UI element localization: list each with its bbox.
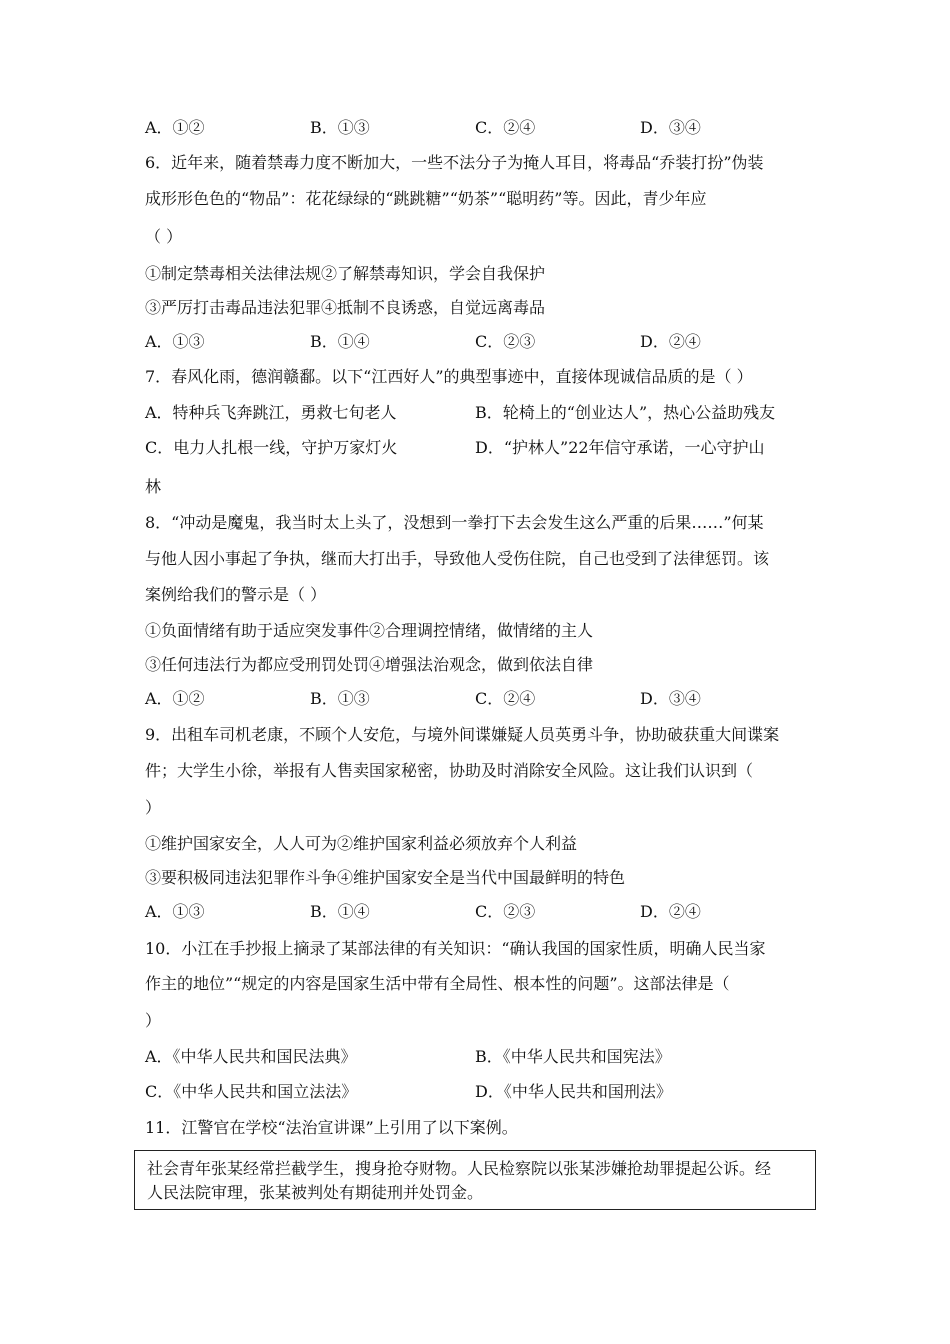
q10-option-d: D．《中华人民共和国刑法》 — [475, 1082, 672, 1101]
q10-option-b: B．《中华人民共和国宪法》 — [475, 1047, 671, 1066]
case-box-line: 社会青年张某经常拦截学生，搜身抢夺财物。人民检察院以张某涉嫌抢劫罪提起公诉。经 — [147, 1159, 772, 1178]
q8-option-c: C．②④ — [475, 689, 536, 708]
q7-option-a: A．特种兵飞奔跳江，勇救七旬老人 — [145, 403, 397, 422]
q9-stem-line: 件；大学生小徐，举报有人售卖国家秘密，协助及时消除安全风险。这让我们认识到（ — [145, 761, 754, 780]
q9-option-d: D．②④ — [640, 902, 701, 921]
q5-option-b: B．①③ — [310, 118, 370, 137]
q8-stem-line: 8．“冲动是魔鬼，我当时太上头了，没想到一拳打下去会发生这么严重的后果……”何某 — [145, 513, 764, 532]
q7-option-d-wrap: 林 — [145, 477, 162, 496]
q10-stem-line: 10．小江在手抄报上摘录了某部法律的有关知识：“确认我国的国家性质，明确人民当家 — [145, 939, 766, 958]
q6-stem-line: （ ） — [145, 227, 183, 246]
q8-option-d: D．③④ — [640, 689, 701, 708]
q5-option-c: C．②④ — [475, 118, 536, 137]
q6-stem-line: 成形形色色的“物品”：花花绿绿的“跳跳糖”“奶茶”“聪明药”等。因此，青少年应 — [145, 189, 707, 208]
q9-statement: ①维护国家安全，人人可为②维护国家利益必须放弃个人利益 — [145, 834, 578, 853]
q8-stem-line: 与他人因小事起了争执，继而大打出手，导致他人受伤住院，自己也受到了法律惩罚。该 — [145, 549, 770, 568]
q11-stem: 11．江警官在学校“法治宣讲课”上引用了以下案例。 — [145, 1118, 518, 1137]
q7-option-d: D．“护林人”22年信守承诺，一心守护山 — [475, 438, 765, 457]
q9-option-a: A．①③ — [145, 902, 205, 921]
q10-option-a: A．《中华人民共和国民法典》 — [145, 1047, 357, 1066]
q10-stem-line: 作主的地位”“规定的内容是国家生活中带有全局性、根本性的问题”。这部法律是（ — [145, 974, 730, 993]
q6-option-d: D．②④ — [640, 332, 701, 351]
q8-option-b: B．①③ — [310, 689, 370, 708]
q8-statement: ①负面情绪有助于适应突发事件②合理调控情绪，做情绪的主人 — [145, 621, 594, 640]
q10-stem-line: ） — [145, 1011, 162, 1030]
q9-stem-line: 9．出租车司机老康，不顾个人安危，与境外间谍嫌疑人员英勇斗争，协助破获重大间谍案 — [145, 725, 780, 744]
q6-stem-line: 6．近年来，随着禁毒力度不断加大，一些不法分子为掩人耳目，将毒品“乔装打扮”伪装 — [145, 153, 764, 172]
q6-option-a: A．①③ — [145, 332, 205, 351]
case-box — [134, 1150, 816, 1210]
q9-stem-line: ） — [145, 798, 162, 817]
q5-option-d: D．③④ — [640, 118, 701, 137]
q7-option-c: C．电力人扎根一线，守护万家灯火 — [145, 438, 398, 457]
q9-statement: ③要积极同违法犯罪作斗争④维护国家安全是当代中国最鲜明的特色 — [145, 868, 626, 887]
q7-stem: 7．春风化雨，德润赣鄱。以下“江西好人”的典型事迹中，直接体现诚信品质的是（ ） — [145, 367, 753, 386]
q7-option-b: B．轮椅上的“创业达人”，热心公益助残友 — [475, 403, 776, 422]
q5-option-a: A．①② — [145, 118, 205, 137]
q8-option-a: A．①② — [145, 689, 205, 708]
q8-stem-line: 案例给我们的警示是（ ） — [145, 585, 327, 604]
q10-option-c: C．《中华人民共和国立法法》 — [145, 1082, 358, 1101]
case-box-line: 人民法院审理，张某被判处有期徒刑并处罚金。 — [147, 1183, 484, 1202]
q6-statement: ①制定禁毒相关法律法规②了解禁毒知识，学会自我保护 — [145, 264, 546, 283]
q6-option-c: C．②③ — [475, 332, 536, 351]
q9-option-b: B．①④ — [310, 902, 370, 921]
q9-option-c: C．②③ — [475, 902, 536, 921]
q6-statement: ③严厉打击毒品违法犯罪④抵制不良诱惑，自觉远离毒品 — [145, 298, 546, 317]
q6-option-b: B．①④ — [310, 332, 370, 351]
q8-statement: ③任何违法行为都应受刑罚处罚④增强法治观念，做到依法自律 — [145, 655, 594, 674]
